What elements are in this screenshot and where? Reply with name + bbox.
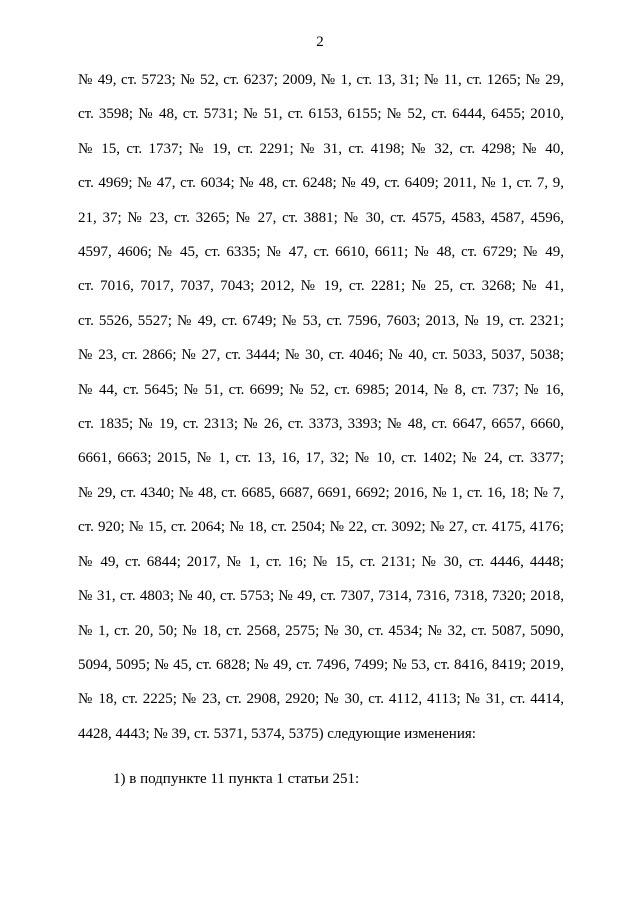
subclause-heading: 1) в подпункте 11 пункта 1 статьи 251: xyxy=(113,771,360,787)
text-line: № 49, ст. 6844; 2017, № 1, ст. 16; № 15, ст. 2131; № 30, ст. 4446, 4448; xyxy=(78,553,564,570)
text-line: 4428, 4443; № 39, ст. 5371, 5374, 5375) следующие изменения: xyxy=(78,725,476,742)
text-line: ст. 920; № 15, ст. 2064; № 18, ст. 2504; № 22, ст. 3092; № 27, ст. 4175, 4176; xyxy=(78,519,564,536)
text-line: № 15, ст. 1737; № 19, ст. 2291; № 31, ст. 4198; № 32, ст. 4298; № 40, xyxy=(78,140,564,157)
page-number: 2 xyxy=(316,34,324,50)
text-line: ст. 4969; № 47, ст. 6034; № 48, ст. 6248; № 49, ст. 6409; 2011, № 1, ст. 7, 9, xyxy=(78,175,564,192)
citation-paragraph xyxy=(78,63,564,751)
text-line: № 18, ст. 2225; № 23, ст. 2908, 2920; № 30, ст. 4112, 4113; № 31, ст. 4414, xyxy=(78,691,564,708)
text-line: 21, 37; № 23, ст. 3265; № 27, ст. 3881; № 30, ст. 4575, 4583, 4587, 4596, xyxy=(78,209,564,226)
text-line: ст. 7016, 7017, 7037, 7043; 2012, № 19, ст. 2281; № 25, ст. 3268; № 41, xyxy=(78,278,564,295)
text-line: 5094, 5095; № 45, ст. 6828; № 49, ст. 7496, 7499; № 53, ст. 8416, 8419; 2019, xyxy=(78,656,564,673)
text-line: № 29, ст. 4340; № 48, ст. 6685, 6687, 6691, 6692; 2016, № 1, ст. 16, 18; № 7, xyxy=(78,484,564,501)
text-line: ст. 5526, 5527; № 49, ст. 6749; № 53, ст. 7596, 7603; 2013, № 19, ст. 2321; xyxy=(78,312,564,329)
text-line: 4597, 4606; № 45, ст. 6335; № 47, ст. 6610, 6611; № 48, ст. 6729; № 49, xyxy=(78,244,564,261)
text-line: № 31, ст. 4803; № 40, ст. 5753; № 49, ст. 7307, 7314, 7316, 7318, 7320; 2018, xyxy=(78,588,564,605)
text-line: ст. 1835; № 19, ст. 2313; № 26, ст. 3373, 3393; № 48, ст. 6647, 6657, 6660, xyxy=(78,416,564,433)
text-line: № 44, ст. 5645; № 51, ст. 6699; № 52, ст. 6985; 2014, № 8, ст. 737; № 16, xyxy=(78,381,564,398)
text-line: № 49, ст. 5723; № 52, ст. 6237; 2009, № 1, ст. 13, 31; № 11, ст. 1265; № 29, xyxy=(78,72,564,88)
text-line: 6661, 6663; 2015, № 1, ст. 13, 16, 17, 32; № 10, ст. 1402; № 24, ст. 3377; xyxy=(78,450,564,467)
text-line: ст. 3598; № 48, ст. 5731; № 51, ст. 6153, 6155; № 52, ст. 6444, 6455; 2010, xyxy=(78,106,564,123)
text-line: № 1, ст. 20, 50; № 18, ст. 2568, 2575; № 30, ст. 4534; № 32, ст. 5087, 5090, xyxy=(78,622,564,639)
text-line: № 23, ст. 2866; № 27, ст. 3444; № 30, ст. 4046; № 40, ст. 5033, 5037, 5038; xyxy=(78,347,564,364)
